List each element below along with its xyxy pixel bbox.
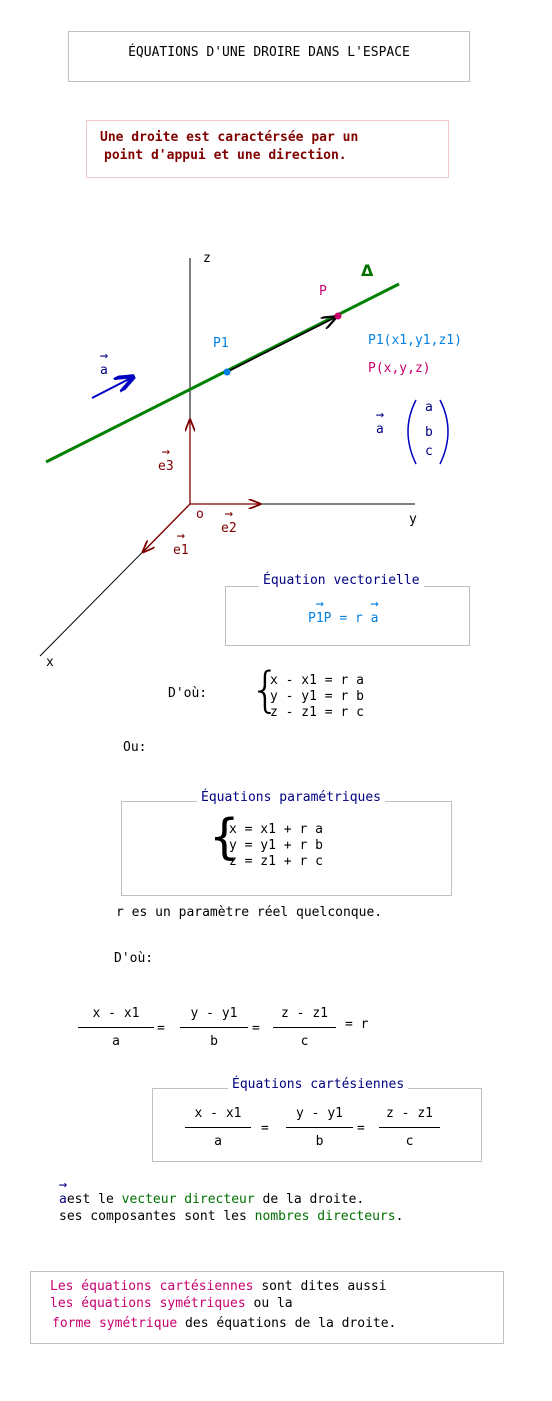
intro-line-2: point d'appui et une direction. [104,148,347,163]
derive2-equals-1: = [157,1021,165,1036]
parametric-eq2: y = y1 + r b [229,838,323,853]
cartesian-legend: Équations cartésiennes [228,1077,408,1092]
parametric-eq3: z = z1 + r c [229,854,323,869]
components-a-label: → a [375,407,385,437]
point-p [335,313,342,320]
director-vector-a: a [59,1192,67,1207]
p1p-arrow [227,317,336,372]
cartesian-equals-2: = [357,1121,365,1136]
paren-right [440,400,448,464]
final-line-2: les équations symétriques ou la [50,1296,293,1311]
vecteur-directeur-term: vecteur directeur [121,1192,255,1207]
vectorial-equation: → P1P = r → a [308,596,379,626]
derive1-brace: { [250,662,281,718]
director-line-1: → aest le vecteur directeur de la droite. [58,1177,365,1207]
axis-x-label: x [46,655,54,670]
p1-coordinates: P1(x1,y1,z1) [368,333,462,348]
parametric-legend: Équations paramétriques [197,790,385,805]
final-line-1: Les équations cartésiennes sont dites aussi [50,1279,387,1294]
intro-line-1: Une droite est caractérsée par un [100,130,359,145]
p1-label: P1 [213,336,229,351]
delta-line [46,284,399,462]
direction-vector [92,377,133,398]
final-line-3: forme symétrique des équations de la droite. [52,1316,397,1331]
page-title: ÉQUATIONS D'UNE DROIRE DANS L'ESPACE [128,45,410,60]
derive2-tail: = r [345,1017,369,1032]
delta-label: Δ [361,261,374,280]
vectorial-equals: = r [339,611,363,626]
derive1-label: D'où: [168,686,208,701]
p-label: P [319,284,327,299]
derive1-eq3: z - z1 = r c [270,705,364,720]
parametric-brace: { [209,809,240,865]
p-coordinates: P(x,y,z) [368,361,431,376]
axis-y-label: y [409,512,417,527]
vectorial-rhs: a [370,611,379,626]
component-a: a [425,400,433,415]
e2-label: → e2 [221,506,237,536]
e3-label: → e3 [158,444,174,474]
axis-z-label: z [203,251,211,266]
derive1-eq2: y - y1 = r b [270,689,364,704]
component-b: b [425,425,433,440]
component-c: c [425,444,433,459]
vectorial-lhs: P1P [308,611,332,626]
cartesian-box [152,1088,482,1162]
paren-left [408,400,416,464]
vectorial-legend: Équation vectorielle [259,573,424,588]
derive1-eq1: x - x1 = r a [270,673,364,688]
point-p1 [224,369,231,376]
parametric-eq1: x = x1 + r a [229,822,323,837]
derive2-equals-2: = [252,1021,260,1036]
vector-a-label: → a [99,348,109,378]
cartesian-equals-1: = [261,1121,269,1136]
parameter-note: r es un paramètre réel quelconque. [116,905,383,920]
or-label: Ou: [123,740,147,755]
e1-label: → e1 [173,528,189,558]
origin-label: o [196,507,204,522]
director-line-2: ses composantes sont les nombres directeurs. [59,1209,404,1224]
derive2-label: D'où: [114,951,154,966]
nombres-directeurs-term: nombres directeurs [254,1209,396,1224]
